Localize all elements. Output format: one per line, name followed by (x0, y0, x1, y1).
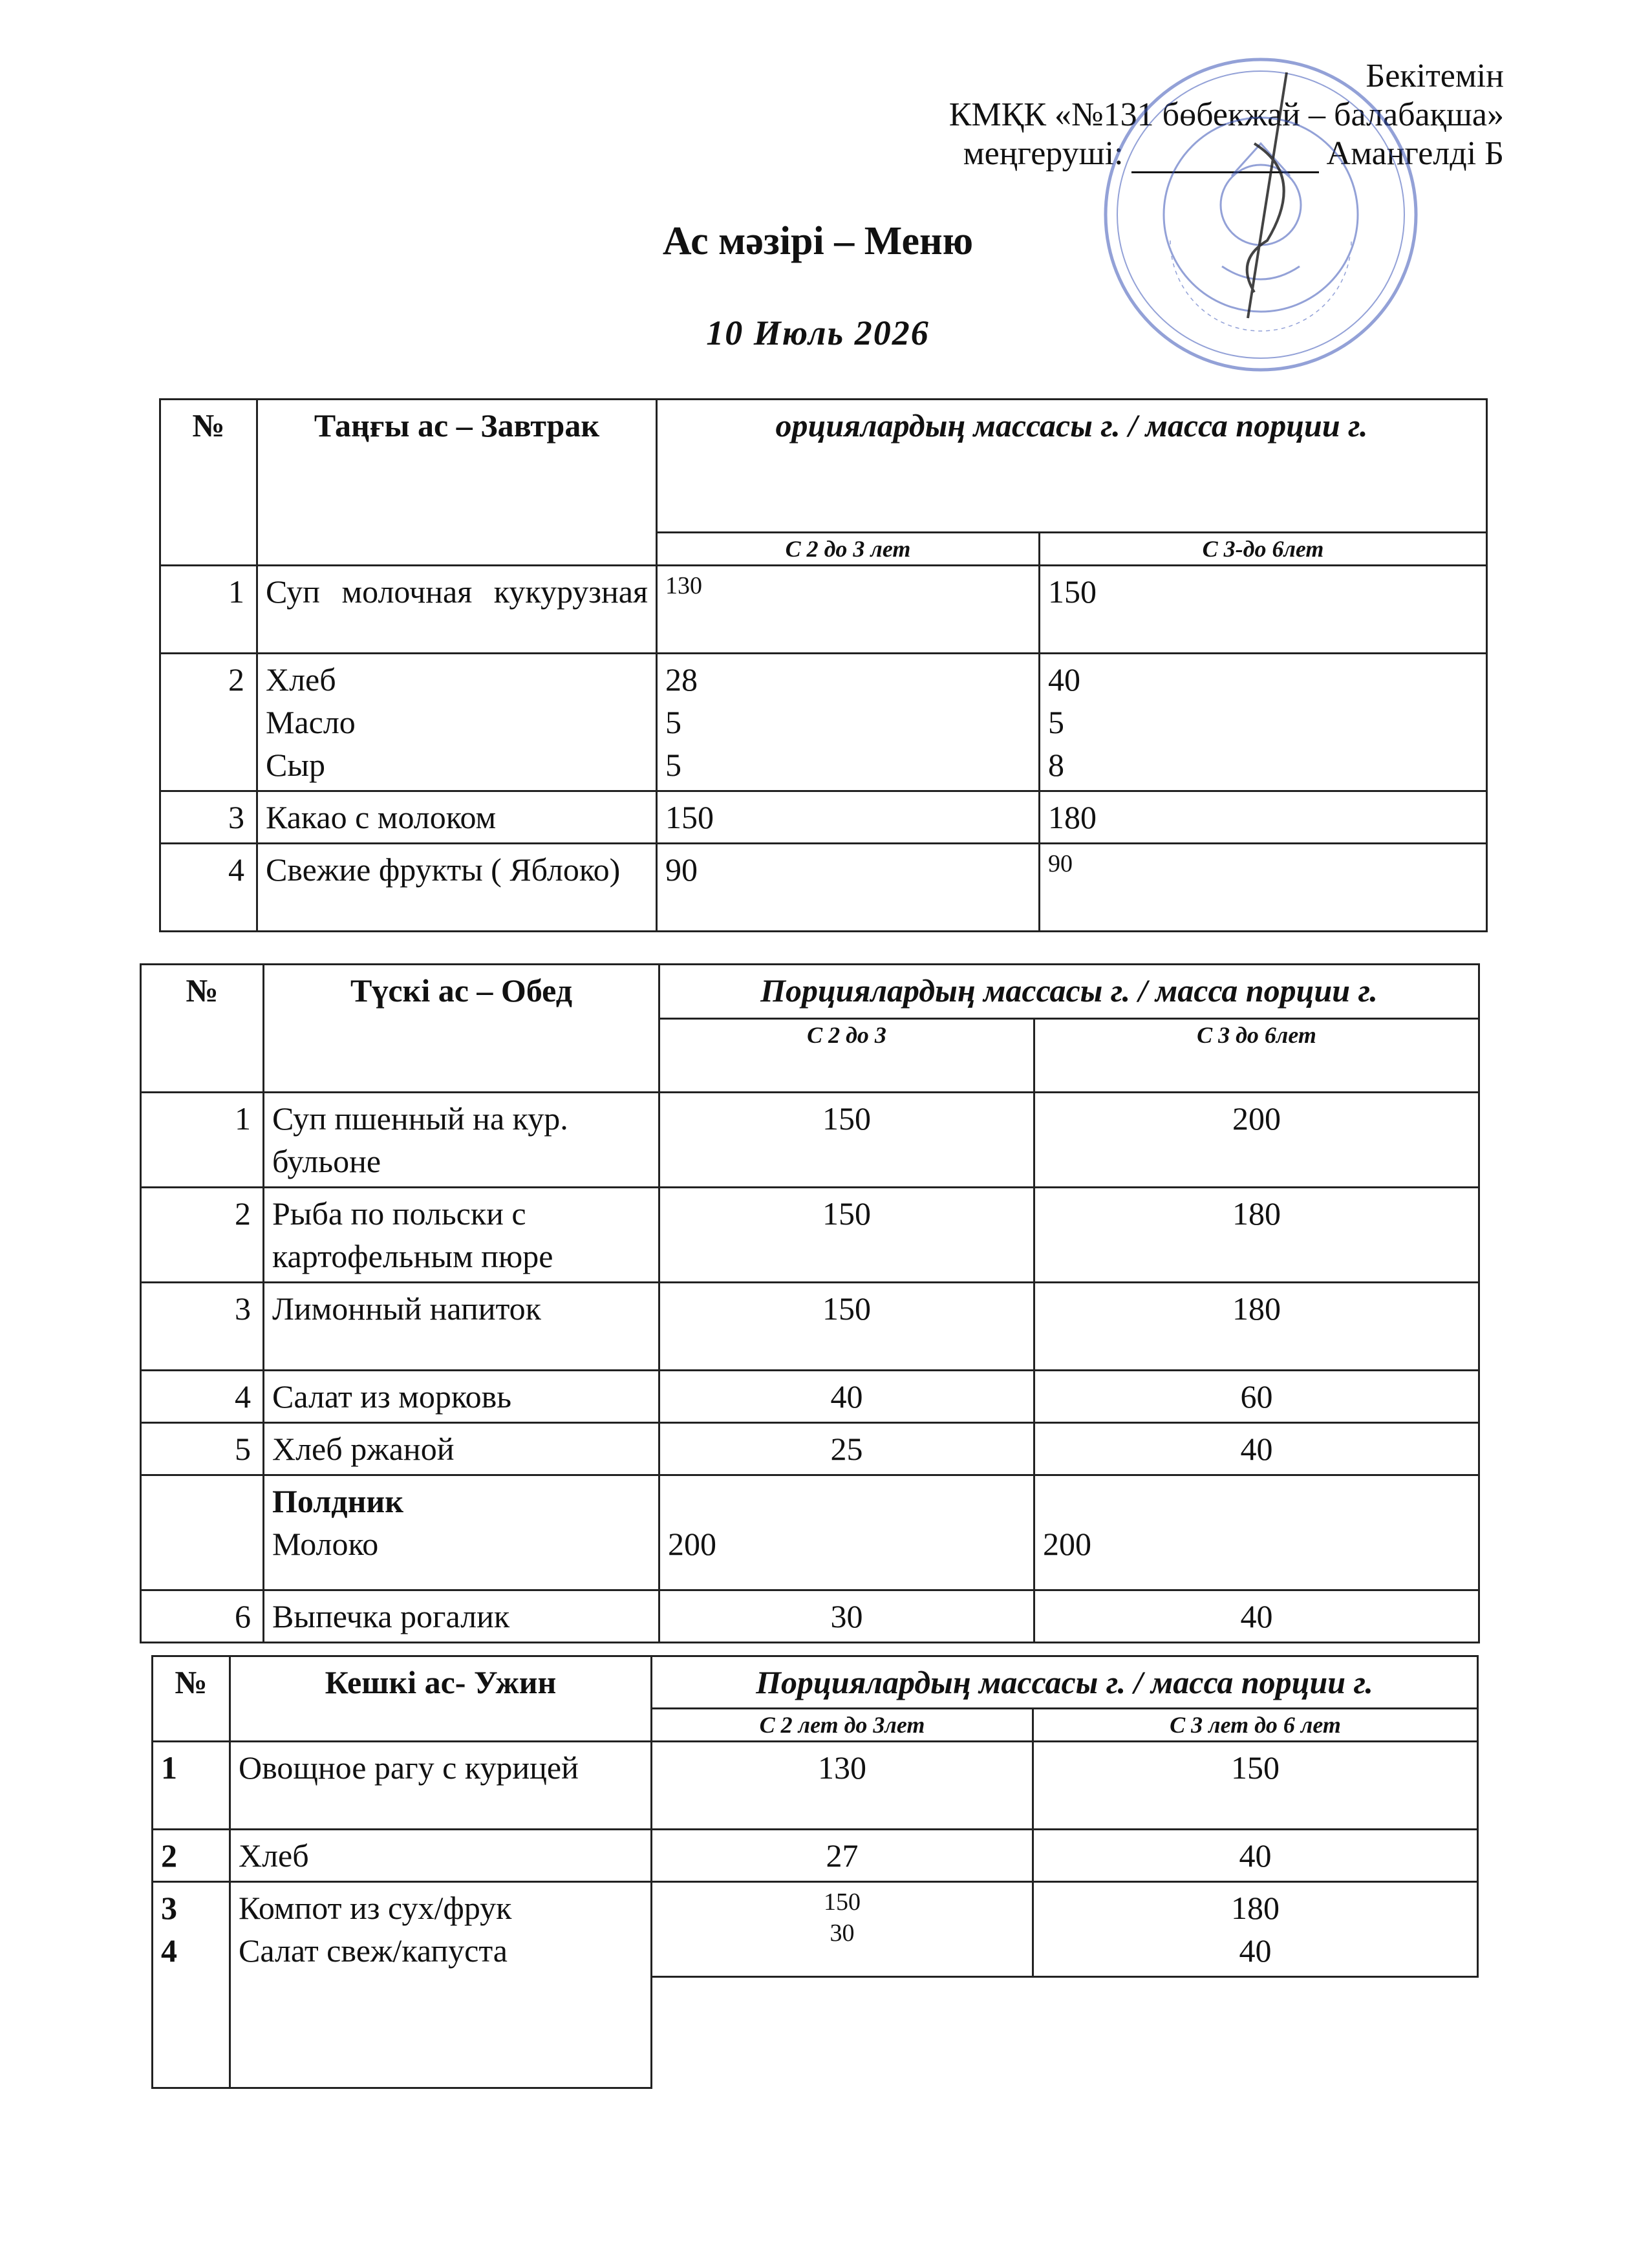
row-number: 3 (141, 1283, 264, 1371)
portion-2-3: 25 (659, 1423, 1034, 1475)
portion-value: 180 (1231, 1890, 1280, 1926)
lunch-mass-header: Порциялардың массасы г. / масса порции г. (659, 965, 1479, 1019)
portion-2-3: 27 (652, 1830, 1033, 1882)
portion-value: 30 (830, 1920, 855, 1947)
lunch-age-3-6: С 3 до 6лет (1034, 1019, 1479, 1093)
portion-3-6: 40 (1034, 1590, 1479, 1643)
table-row (153, 1882, 1478, 1977)
portion-value: 40 (1048, 661, 1080, 698)
table-row (160, 791, 1487, 844)
portion-3-6: 90 (1040, 844, 1487, 932)
table-row (153, 1830, 1478, 1882)
portion-3-6: 40 (1034, 1423, 1479, 1475)
table-row (141, 1371, 1479, 1423)
portion-2-3: 150 (659, 1188, 1034, 1283)
portion-3-6: 200 (1034, 1093, 1479, 1188)
dish-name: Хлеб (230, 1830, 652, 1882)
dinner-number-header: № (153, 1656, 230, 1742)
dish-name (264, 1475, 659, 1590)
dish-name: Лимонный напиток (264, 1283, 659, 1371)
portion-3-6: 150 (1033, 1742, 1478, 1830)
afternoon-snack-heading: Полдник (272, 1483, 404, 1519)
empty-cell (652, 1977, 1033, 2088)
lunch-number-header: № (141, 965, 264, 1093)
dish-cheese: Сыр (266, 747, 325, 783)
portion-value: 40 (1239, 1932, 1272, 1969)
portion-3-6 (1034, 1475, 1479, 1590)
portion-value: 150 (824, 1888, 861, 1916)
row-number (153, 1882, 230, 1977)
row-number: 2 (153, 1830, 230, 1882)
dinner-header-row (153, 1656, 1478, 1709)
dinner-mass-header: Порциялардың массасы г. / масса порции г. (652, 1656, 1478, 1709)
row-number-4: 4 (161, 1932, 177, 1969)
lunch-age-2-3: С 2 до 3 (659, 1019, 1034, 1093)
dish-name: Салат из морковь (264, 1371, 659, 1423)
row-number: 2 (141, 1188, 264, 1283)
portion-2-3 (652, 1882, 1033, 1977)
portion-value: 8 (1048, 747, 1064, 783)
portion-2-3: 30 (659, 1590, 1034, 1643)
dinner-dish-header: Кешкі ас- Ужин (230, 1656, 652, 1742)
dish-name: Овощное рагу с курицей (230, 1742, 652, 1830)
dish-name: Хлеб ржаной (264, 1423, 659, 1475)
row-number: 3 (160, 791, 257, 844)
table-row-empty (153, 1977, 1478, 2088)
table-row (160, 566, 1487, 654)
row-number (141, 1475, 264, 1590)
portion-3-6: 180 (1040, 791, 1487, 844)
lunch-header-row (141, 965, 1479, 1019)
portion-3-6: 60 (1034, 1371, 1479, 1423)
table-row (141, 1093, 1479, 1188)
page-title: Ас мәзірі – Меню (662, 219, 974, 263)
portion-value: 200 (668, 1526, 716, 1562)
portion-2-3: 130 (657, 566, 1040, 654)
portion-2-3: 130 (652, 1742, 1033, 1830)
row-number: 2 (160, 654, 257, 791)
portion-2-3: 90 (657, 844, 1040, 932)
table-row (141, 1188, 1479, 1283)
breakfast-table (159, 398, 1488, 932)
breakfast-age-3-6: С 3-до 6лет (1040, 533, 1487, 566)
lunch-table (140, 963, 1480, 1643)
table-row (141, 1283, 1479, 1371)
portion-2-3: 40 (659, 1371, 1034, 1423)
portion-3-6 (1033, 1882, 1478, 1977)
portion-value: 200 (1043, 1526, 1091, 1562)
approval-title: Бекітемін (1366, 58, 1504, 94)
menu-date: 10 Июль 2026 (706, 314, 930, 352)
table-row (153, 1742, 1478, 1830)
row-number-3: 3 (161, 1890, 177, 1926)
dish-name: Рыба по польски с картофельным пюре (264, 1188, 659, 1283)
dish-name (230, 1882, 652, 1977)
breakfast-mass-header: орциялардың массасы г. / масса порции г. (657, 400, 1487, 533)
approval-organization: КМҚК «№131 бөбекжай – балабақша» (948, 96, 1504, 133)
row-number: 1 (153, 1742, 230, 1830)
row-number: 5 (141, 1423, 264, 1475)
dish-name: Какао с молоком (257, 791, 657, 844)
approval-role: меңгеруші: (963, 135, 1124, 172)
dish-name: Свежие фрукты ( Яблоко) (257, 844, 657, 932)
breakfast-header-row (160, 400, 1487, 533)
portion-value: 28 (665, 661, 698, 698)
row-number: 4 (141, 1371, 264, 1423)
dish-name: Суп пшенный на кур. бульоне (264, 1093, 659, 1188)
portion-3-6: 150 (1040, 566, 1487, 654)
empty-cell (230, 1977, 652, 2088)
portion-value: 5 (1048, 704, 1064, 740)
dinner-age-3-6: С 3 лет до 6 лет (1033, 1709, 1478, 1742)
table-row (141, 1590, 1479, 1643)
portion-3-6: 40 (1033, 1830, 1478, 1882)
dish-milk: Молоко (272, 1526, 379, 1562)
dinner-age-2-3: С 2 лет до 3лет (652, 1709, 1033, 1742)
portion-2-3: 150 (659, 1283, 1034, 1371)
lunch-dish-header: Түскі ас – Обед (264, 965, 659, 1093)
row-number: 1 (141, 1093, 264, 1188)
portion-3-6: 180 (1034, 1283, 1479, 1371)
table-row (160, 844, 1487, 932)
dinner-table (151, 1655, 1479, 2089)
portion-3-6 (1040, 654, 1487, 791)
portion-value: 5 (665, 704, 681, 740)
table-row (141, 1423, 1479, 1475)
dish-compote: Компот из сух/фрук (239, 1890, 512, 1926)
row-number: 1 (160, 566, 257, 654)
breakfast-dish-header: Таңғы ас – Завтрак (257, 400, 657, 566)
empty-cell (153, 1977, 230, 2088)
dish-name: Выпечка рогалик (264, 1590, 659, 1643)
row-number: 6 (141, 1590, 264, 1643)
dish-butter: Масло (266, 704, 356, 740)
dish-cabbage-salad: Салат свеж/капуста (239, 1932, 508, 1969)
portion-value: 5 (665, 747, 681, 783)
portion-2-3 (657, 654, 1040, 791)
portion-2-3: 150 (659, 1093, 1034, 1188)
dish-name (257, 654, 657, 791)
table-row (141, 1475, 1479, 1590)
table-row (160, 654, 1487, 791)
breakfast-number-header: № (160, 400, 257, 566)
portion-3-6: 180 (1034, 1188, 1479, 1283)
portion-2-3: 150 (657, 791, 1040, 844)
dish-bread: Хлеб (266, 661, 336, 698)
portion-2-3 (659, 1475, 1034, 1590)
dish-name: Суп молочная кукурузная (257, 566, 657, 654)
breakfast-age-2-3: С 2 до 3 лет (657, 533, 1040, 566)
approval-name: Амангелді Б (1326, 135, 1504, 172)
empty-cell (1033, 1977, 1478, 2088)
row-number: 4 (160, 844, 257, 932)
